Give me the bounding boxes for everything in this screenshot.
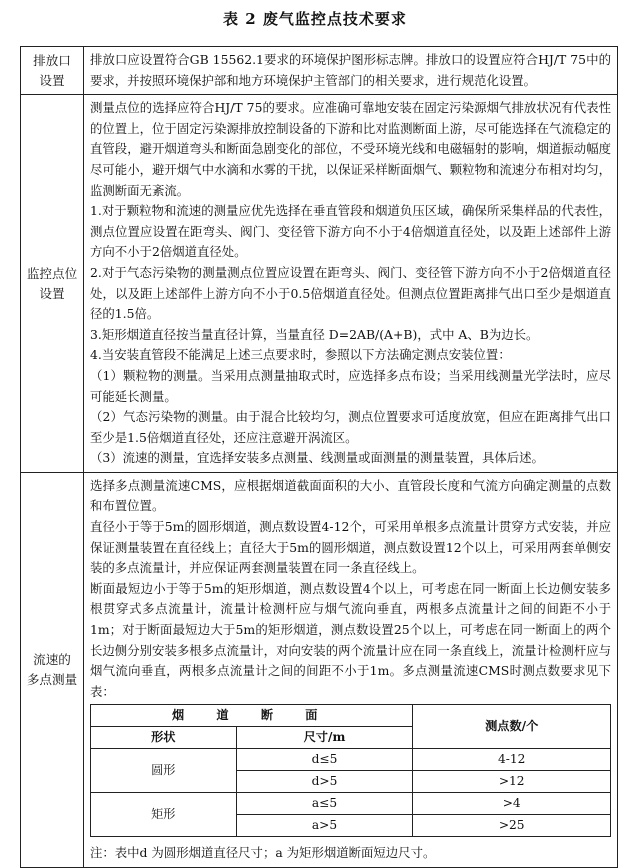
inner-table-row [91, 793, 611, 815]
shape-cell: 圆形 [91, 749, 237, 793]
measurement-points-table [90, 704, 611, 837]
paragraph: 断面最短边小于等于5m的矩形烟道，测点数设置4个以上，可考虑在同一断面上长边侧安装多根贯穿式多点流量计，流量计检测杆应与烟气流向垂直，两根多点流量计之间的间距不小于1m；对于断面最短边大于5m的矩形烟道，测点数设置25个以上，可考虑在同一断面上的两个长边侧分别安装多根多点流量计，对向安装的两个流量计应在同一条直线上，流量计检测杆应与烟气流向垂直，两根多点流量计之间的间距不小于1m。多点测量流速CMS时测点数要求见下表： [90, 580, 611, 699]
table-row-outlet [21, 47, 618, 95]
size-header: 尺寸/m [236, 727, 413, 749]
row-label-line: 多点测量 [26, 671, 78, 687]
table-row-monitoring-point [21, 95, 618, 473]
requirements-table [20, 46, 618, 868]
size-cell: d≤5 [236, 749, 413, 771]
table-row-multipoint-flow [21, 472, 618, 867]
row-content-monitoring-point [84, 95, 618, 473]
size-cell: a≤5 [236, 793, 413, 815]
row-content-multipoint-flow [84, 472, 618, 867]
flue-section-header: 烟 道 断 面 [91, 705, 413, 727]
points-cell: 4-12 [413, 749, 611, 771]
paragraph: （2）气态污染物的测量。由于混合比较均匀，测点位置要求可适度放宽，但应在距离排气出口至少是1.5倍烟道直径处，还应注意避开涡流区。 [90, 409, 611, 445]
paragraph: 3.矩形烟道直径按当量直径计算，当量直径 D=2AB/(A+B)，式中 A、B为边长。 [90, 326, 539, 342]
size-cell: a>5 [236, 815, 413, 837]
row-label-line: 流速的 [33, 651, 71, 667]
row-content-outlet [84, 47, 618, 95]
inner-table-row [91, 749, 611, 771]
row-label-line: 监控点位 [26, 265, 78, 281]
paragraph: 选择多点测量流速CMS，应根据烟道截面面积的大小、直管段长度和气流方向确定测量的点数和布置位置。 [90, 477, 611, 514]
points-header: 测点数/个 [413, 705, 611, 749]
row-label-monitoring-point [21, 95, 84, 473]
paragraph: 4.当安装直管段不能满足上述三点要求时，参照以下方法确定测点安装位置： [90, 347, 511, 363]
paragraph: （1）颗粒物的测量。当采用点测量抽取式时，应选择多点布设；当采用线测量光学法时，应尽可能延长测量。 [90, 367, 611, 404]
shape-header: 形状 [91, 727, 237, 749]
size-cell: d>5 [236, 771, 413, 793]
paragraph: 排放口应设置符合GB 15562.1要求的环境保护图形标志牌。排放口的设置应符合HJ/T 75中的要求，并按照环境保护部和地方环境保护主管部门的相关要求，进行规范化设置。 [90, 52, 611, 88]
row-label-line: 排放口 [33, 52, 71, 68]
paragraph: 1.对于颗粒物和流速的测量应优先选择在垂直管段和烟道负压区域，确保所采集样品的代表性，测点位置应设置在距弯头、阀门、变径管下游方向不小于4倍烟道直径处，以及距上述部件上游方向不小于2倍烟道直径处。 [90, 203, 611, 260]
paragraph: （3）流速的测量，宜选择安装多点测量、线测量或面测量的测量装置，具体后述。 [90, 450, 544, 466]
row-label-multipoint-flow [21, 472, 84, 867]
paragraph: 测量点位的选择应符合HJ/T 75的要求。应准确可靠地安装在固定污染源烟气排放状况有代表性的位置上，位于固定污染源排放控制设备的下游和比对监测断面上游，尽可能选择在气流稳定的直管段，避开烟道弯头和断面急剧变化的部位，不受环境光线和电磁辐射的影响，烟道振动幅度尽可能小，避开烟气中水滴和水雾的干扰，以保证采样断面烟气、颗粒物和流速分布相对均匀，监测断面无紊流。 [90, 100, 611, 198]
table-note: 注：表中d 为圆形烟道直径尺寸；a 为矩形烟道断面短边尺寸。 [90, 845, 436, 861]
points-cell: >25 [413, 815, 611, 837]
paragraph: 2.对于气态污染物的测量测点位置应设置在距弯头、阀门、变径管下游方向不小于2倍烟道直径处，以及距上述部件上游方向不小于0.5倍烟道直径处。但测点位置距离排气出口至少是烟道直径的1.5倍。 [90, 264, 611, 322]
points-cell: >4 [413, 793, 611, 815]
points-cell: >12 [413, 771, 611, 793]
table-title: 表 2 废气监控点技术要求 [223, 10, 407, 28]
row-label-line: 设置 [39, 72, 65, 88]
inner-header-row [91, 705, 611, 727]
row-label-outlet [21, 47, 84, 95]
row-label-line: 设置 [39, 285, 65, 301]
shape-cell: 矩形 [91, 793, 237, 837]
paragraph: 直径小于等于5m的圆形烟道，测点数设置4-12个，可采用单根多点流量计贯穿方式安装，并应保证测量装置在直径线上；直径大于5m的圆形烟道，测点数设置12个以上，可采用两套单侧安装的多点流量计，并应保证两套测量装置在同一条直径线上。 [90, 519, 611, 576]
